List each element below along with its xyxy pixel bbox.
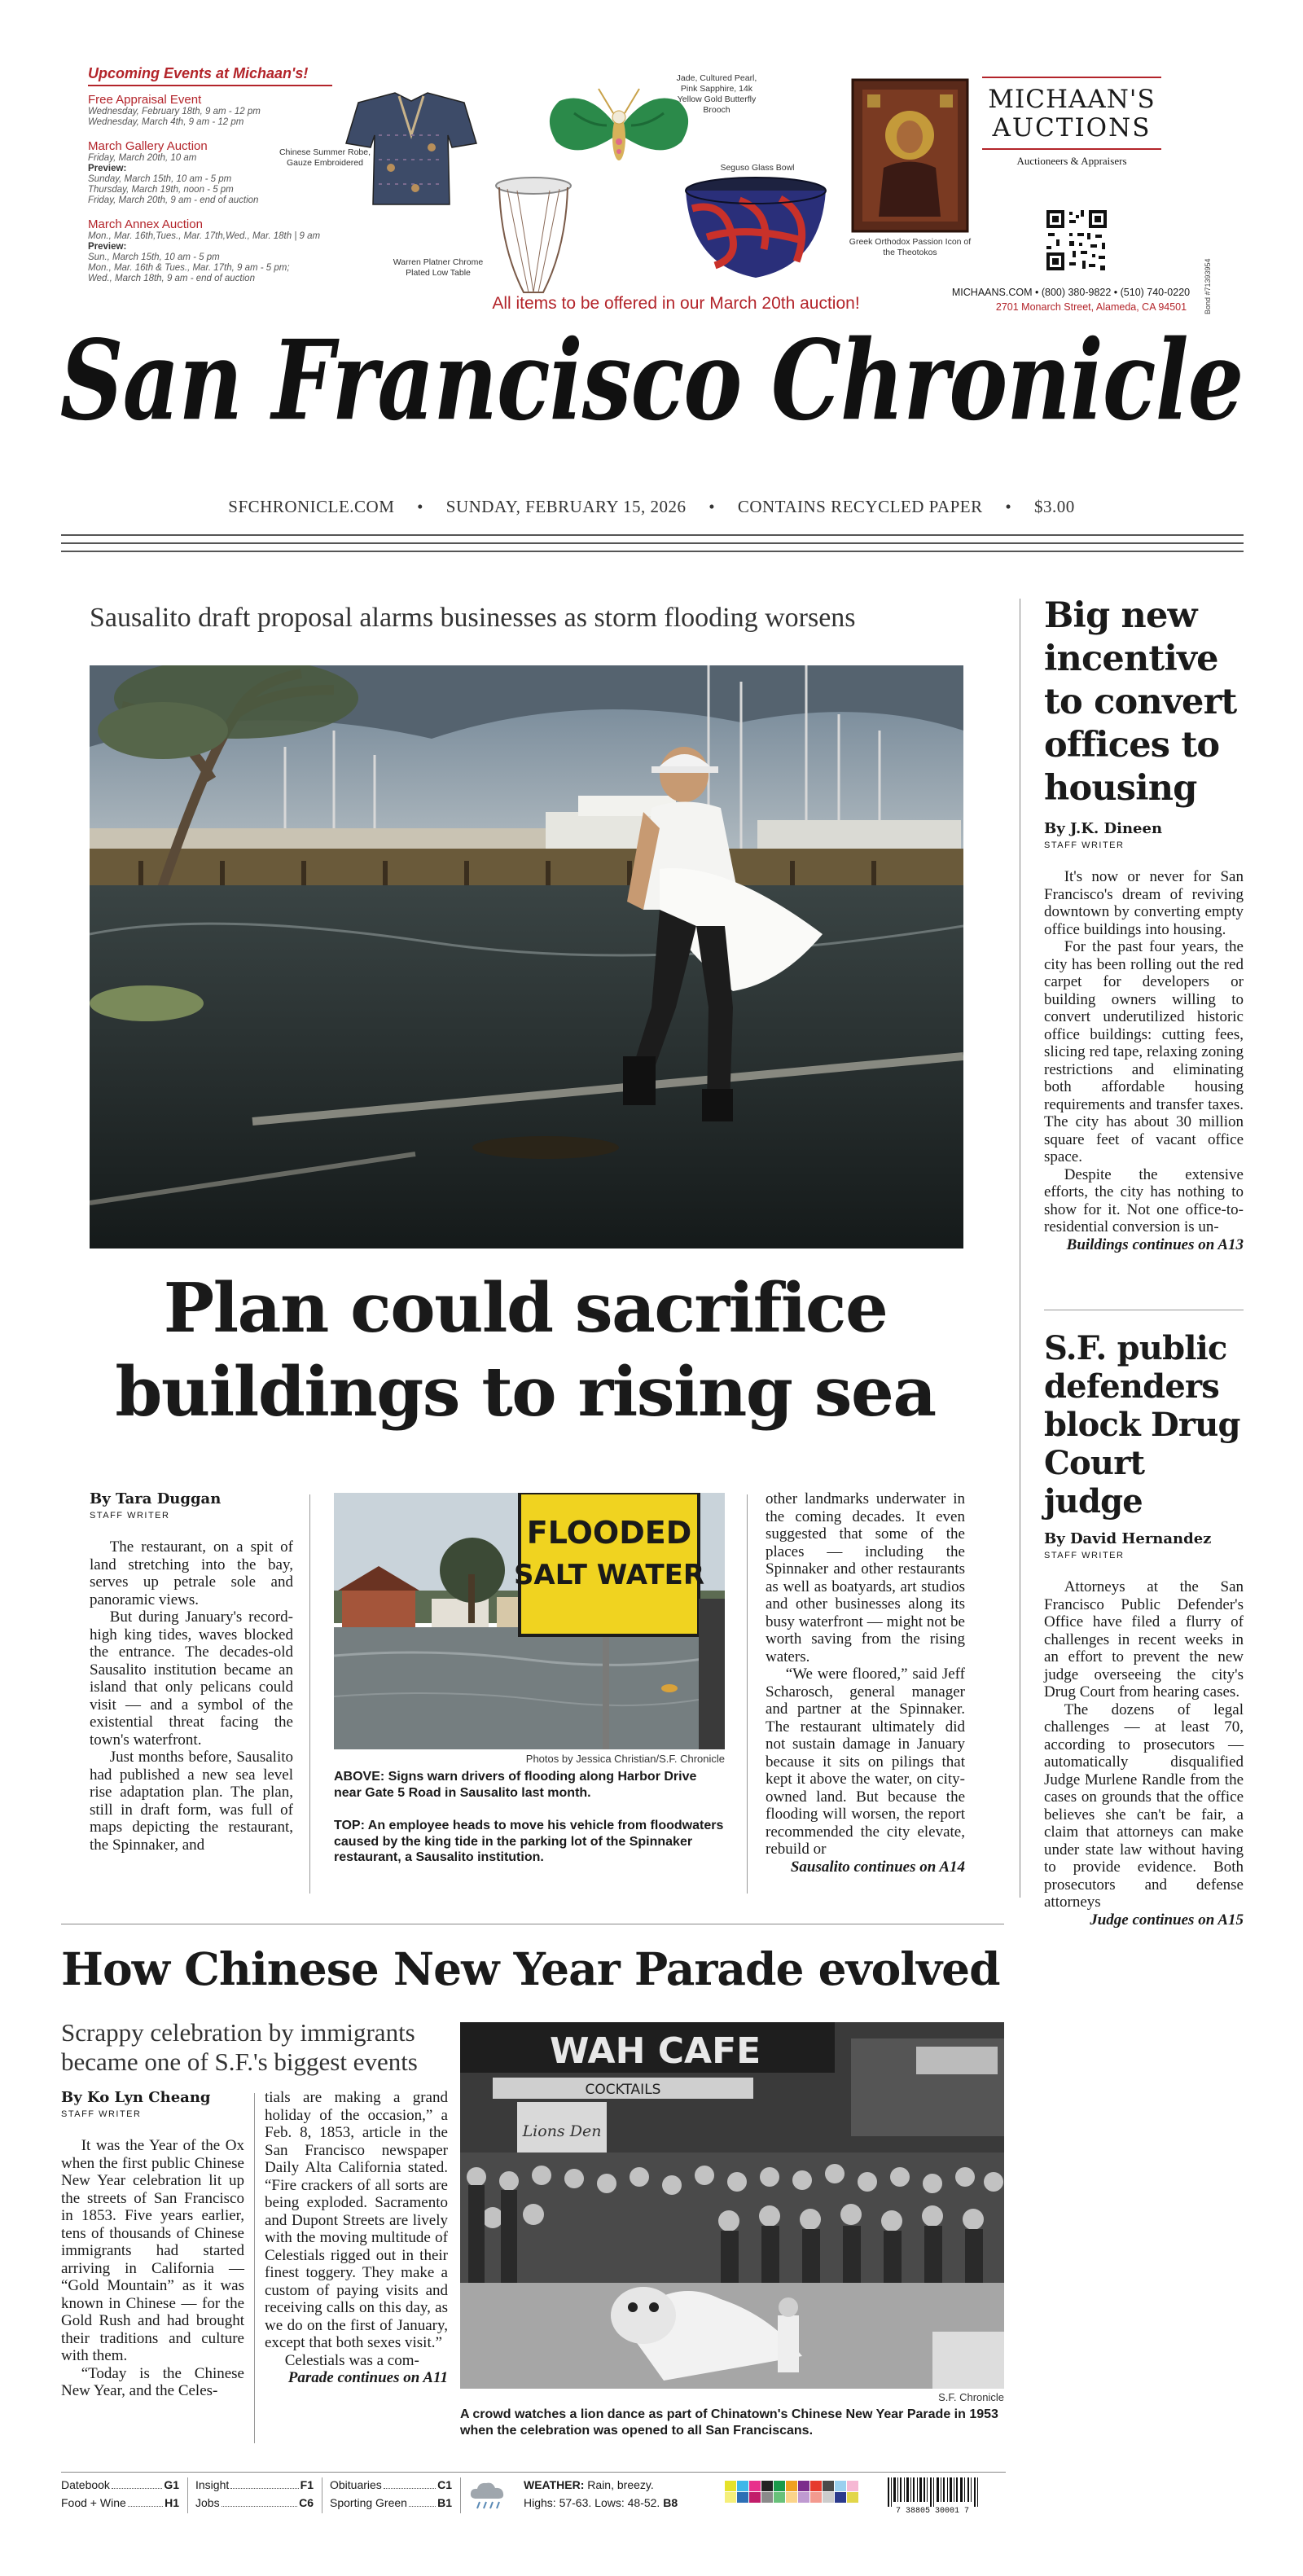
color-swatch	[737, 2481, 748, 2491]
parade-photo[interactable]	[460, 2022, 1004, 2389]
color-swatch	[774, 2492, 785, 2503]
rail-byline[interactable]: By David Hernandez	[1044, 1530, 1212, 1547]
flooded-sign-photo[interactable]	[334, 1493, 725, 1749]
brand-line2: AUCTIONS	[992, 113, 1152, 143]
parade-subhead: Scrappy celebration by immigrants became one of S.F.'s biggest events	[61, 2018, 418, 2076]
logo-top-rule	[982, 77, 1161, 78]
rail-headline[interactable]: Big new incentive to convert offices to housing	[1044, 595, 1237, 809]
michaans-logo[interactable]	[982, 77, 1161, 168]
photo-credit: Photos by Jessica Christian/S.F. Chronicle	[525, 1753, 725, 1765]
paragraph: Just months before, Sausalito had published a new sea level rise adaptation plan. The plan, still in draft form, was full of maps depicting the restaurant, the Spinnaker, and	[90, 1749, 293, 1854]
caption-above: ABOVE: Signs warn drivers of flooding along Harbor Drive near Gate 5 Road in Sausalito last month.	[334, 1770, 697, 1800]
paragraph: other landmarks underwater in the coming decades. It even suggested that some of the places — including the Spinnaker and other restaurants as well as boatyards, art studios and other businesses along its busy waterfront — might not be worth saving from the rising waters.	[766, 1490, 965, 1665]
parade-caption: A crowd watches a lion dance as part of Chinatown's Chinese New Year Parade in 1953 when the celebration was opened to all San Franciscans.	[460, 2407, 998, 2438]
lead-column-3	[766, 1490, 965, 1876]
parade-photo-credit: S.F. Chronicle	[938, 2391, 1004, 2403]
paragraph: For the past four years, the city has been rolling out the red carpet for developers or building owners willing to convert underutilized historic office buildings: cutting fees, slicing red tape, relaxing zoning restrictions and eliminating both affordable housing requirements and transfer taxes. The city has about 30 million square feet of vacant office space.	[1044, 938, 1244, 1165]
event-title: March Annex Auction	[88, 217, 203, 231]
color-swatch	[798, 2481, 809, 2491]
index-divider	[460, 2477, 461, 2513]
jump-link[interactable]: Parade continues on A11	[287, 2369, 448, 2386]
column-divider	[747, 1494, 748, 1894]
weather-label: WEATHER:	[524, 2478, 585, 2491]
index-entry[interactable]: Food + Wine H1	[61, 2494, 179, 2512]
caption-top: TOP: An employee heads to move his vehicle from floodwaters caused by the king tide in the parking lot of the Spinnaker restaurant, a Sausalito institution.	[334, 1819, 724, 1864]
masthead-rule-2	[61, 542, 1244, 544]
index-divider	[187, 2477, 188, 2513]
color-swatch	[749, 2492, 761, 2503]
edition-date: SUNDAY, FEBRUARY 15, 2026	[445, 497, 687, 516]
color-swatch	[749, 2481, 761, 2491]
rail-role: STAFF WRITER	[1044, 1551, 1125, 1560]
recycled-note: CONTAINS RECYCLED PAPER	[737, 497, 983, 516]
qr-code-icon[interactable]	[1045, 208, 1108, 272]
color-swatch	[823, 2481, 834, 2491]
ad-contact[interactable]: MICHAANS.COM • (800) 380-9822 • (510) 740-0220	[951, 287, 1191, 298]
color-registration-bar	[725, 2481, 863, 2508]
jump-link[interactable]: Buildings continues on A13	[1066, 1235, 1244, 1253]
color-swatch	[786, 2492, 797, 2503]
robe-image	[342, 86, 480, 208]
ad-event-3: March Annex Auction Mon., Mar. 16th,Tues., Mar. 17th,Wed., Mar. 18th | 9 am Preview: Sun., March 15th, 10 am - 5 pm Mon., Mar. 16th & Tues., Mar. 17th, 9 am - 5 pm; Wed., March 18th, 9 am - end of auction	[88, 217, 365, 284]
column-divider	[309, 1494, 310, 1894]
color-swatch	[847, 2492, 858, 2503]
logo-bottom-rule	[982, 148, 1161, 150]
weather-block[interactable]	[524, 2476, 735, 2512]
jump-link[interactable]: Judge continues on A15	[1090, 1911, 1244, 1929]
index-entry[interactable]: Datebook G1	[61, 2476, 179, 2494]
paragraph: Despite the extensive efforts, the city has nothing to show for it. Not one office-to-residential conversion is un-	[1044, 1165, 1244, 1235]
color-swatch	[823, 2492, 834, 2503]
color-swatch	[761, 2492, 773, 2503]
color-swatch	[835, 2492, 846, 2503]
index-entry[interactable]: Sporting Green B1	[330, 2494, 452, 2512]
flooded-sign-image	[334, 1493, 725, 1749]
lead-photo[interactable]	[90, 665, 963, 1249]
brand-tagline: Auctioneers & Appraisers	[1016, 155, 1127, 167]
ad-event-2: March Gallery Auction Friday, March 20th, 10 am Preview: Sunday, March 15th, 10 am - 5 pm Thursday, March 19th, noon - 5 pm Friday, March 20th, 9 am - end of auction	[88, 139, 365, 206]
cocktails-sign-text: COCKTAILS	[585, 2082, 661, 2098]
event-title: March Gallery Auction	[88, 139, 208, 153]
index-strip	[61, 2476, 1006, 2525]
ad-heading: Upcoming Events at Michaan's!	[88, 65, 309, 81]
index-entry[interactable]: Insight F1	[195, 2476, 314, 2494]
jump-link[interactable]: Sausalito continues on A14	[790, 1858, 965, 1876]
paragraph: Attorneys at the San Francisco Public Defender's Office have filed a flurry of challenges in recent weeks in an effort to prevent the new judge overseeing the city's Drug Court from hearing cases.	[1044, 1578, 1244, 1701]
paragraph: tials are making a grand holiday of the occasion,” a Feb. 8, 1853, article in the San Francisco newspaper Daily Alta California stated. “Fire crackers of all sorts are being exploded. Sacramento and Dupont Streets are lively with the moving multitude of Celestials rigged out in their finest toggery. They make a custom of paying visits and receiving calls on this day, as we do on the first of January, except that both sexes visit.”	[265, 2089, 448, 2351]
index-col-2	[195, 2476, 314, 2512]
color-swatch	[774, 2481, 785, 2491]
index-col-1	[61, 2476, 179, 2512]
ad-banner[interactable]	[81, 62, 1238, 331]
paragraph: It's now or never for San Francisco's dream of reviving downtown by converting empty office buildings into housing.	[1044, 868, 1244, 938]
bowl-caption: Seguso Glass Bowl	[720, 163, 795, 173]
parade-role: STAFF WRITER	[61, 2109, 142, 2119]
headline-line: buildings to rising sea	[115, 1352, 936, 1432]
parade-byline[interactable]: By Ko Lyn Cheang	[61, 2089, 211, 2106]
paragraph: The dozens of legal challenges — at least 70, according to prosecutors — automatically disqualified Judge Murlene Randle from the cases on grounds that the office believes she can't be fair, a claim that attorneys can make under state law without having to provide evidence. Both prosecutors and defense attorneys	[1044, 1701, 1244, 1911]
headline-line: Plan could sacrifice	[163, 1268, 888, 1348]
index-entry[interactable]: Obituaries C1	[330, 2476, 452, 2494]
sign-text-2: SALT WATER	[513, 1559, 705, 1591]
lead-kicker[interactable]: Sausalito draft proposal alarms businesses as storm flooding worsens	[90, 603, 856, 633]
sign-text-1: FLOODED	[526, 1515, 692, 1551]
folio-line	[0, 497, 1303, 517]
weather-temps: Highs: 57-63. Lows: 48-52.	[524, 2496, 660, 2509]
lions-den-sign-text: Lions Den	[522, 2122, 602, 2140]
event-title: Free Appraisal Event	[88, 93, 202, 107]
index-rule-top	[61, 2472, 1006, 2473]
masthead-rule-1	[61, 534, 1244, 536]
barcode-digits: 7 38805 30001 7	[895, 2507, 970, 2513]
brooch-caption: Jade, Cultured Pearl, Pink Sapphire, 14k Yellow Gold Butterfly Brooch	[676, 73, 757, 115]
paragraph: It was the Year of the Ox when the first public Chinese New Year celebration lit up the streets of San Francisco in 1853. Five years earlier, tens of thousands of Chinese immigrants had started arriving in California — “Gold Mountain” as it was known in Chinese — for the Gold Rush and had brought their traditions and culture with them.	[61, 2137, 244, 2364]
price: $3.00	[1033, 497, 1075, 516]
paragraph: “We were floored,” said Jeff Scharosch, general manager and partner at the Spinnaker. The restaurant ultimately did not sustain damage in January because it sits on pilings that kept it above the water, on city-owned land. But because the flooding will worsen, the report recommended the city elevate, rebuild or	[766, 1665, 965, 1858]
barcode-image	[880, 2477, 1002, 2513]
masthead-rule-3	[61, 551, 1244, 552]
ad-event-1: Free Appraisal Event Wednesday, February 18th, 9 am - 12 pm Wednesday, March 4th, 9 am - 12 pm	[88, 93, 365, 128]
lead-column-1	[90, 1490, 293, 1854]
color-swatch	[835, 2481, 846, 2491]
table-image	[493, 174, 574, 296]
bullet: •	[417, 497, 424, 516]
color-swatch	[761, 2481, 773, 2491]
index-col-3	[330, 2476, 452, 2512]
cafe-sign-text: WAH CAFE	[550, 2030, 761, 2072]
bowl-image	[682, 176, 829, 282]
color-swatch	[737, 2492, 748, 2503]
lead-byline[interactable]: By Tara Duggan	[90, 1490, 222, 1507]
color-swatch	[798, 2492, 809, 2503]
ad-heading-underline	[88, 85, 332, 86]
weather-page: B8	[663, 2496, 678, 2509]
parade-column-1	[61, 2089, 244, 2400]
color-swatch	[786, 2481, 797, 2491]
rail-story-drug-court	[1044, 1329, 1244, 1929]
newspaper-nameplate[interactable]: San Francisco Chronicle	[59, 317, 1244, 445]
robe-caption: Chinese Summer Robe, Gauze Embroidered	[279, 147, 371, 168]
color-swatch	[810, 2481, 822, 2491]
parade-headline[interactable]: How Chinese New Year Parade evolved	[61, 1942, 1000, 1995]
paragraph: But during January's record-high king tides, waves blocked the entrance. The decades-old Sausalito institution became an island that only pelicans could visit — and a symbol of the existential threat facing the town's waterfront.	[90, 1608, 293, 1749]
ad-footer-line: All items to be offered in our March 20th auction!	[492, 294, 860, 313]
column-divider	[254, 2093, 255, 2443]
ad-address: 2701 Monarch Street, Alameda, CA 94501	[995, 301, 1187, 313]
color-swatch	[725, 2481, 736, 2491]
color-swatch	[810, 2492, 822, 2503]
ad-license: Bond #71393954	[1204, 258, 1212, 314]
color-swatch	[847, 2481, 858, 2491]
index-entry[interactable]: Jobs C6	[195, 2494, 314, 2512]
paragraph: The restaurant, on a spit of land stretching into the bay, serves up petrale sole and panoramic views.	[90, 1538, 293, 1608]
rail-byline[interactable]: By J.K. Dineen	[1044, 820, 1163, 837]
lead-headline[interactable]	[65, 1266, 985, 1434]
lead-role: STAFF WRITER	[90, 1511, 170, 1521]
bullet: •	[1005, 497, 1012, 516]
icon-painting-image	[851, 78, 969, 233]
rain-cloud-icon	[468, 2479, 509, 2512]
brand-line1: MICHAAN'S	[988, 85, 1156, 114]
rail-role: STAFF WRITER	[1044, 840, 1125, 850]
color-swatch	[725, 2492, 736, 2503]
icon-caption: Greek Orthodox Passion Icon of the Theotokos	[849, 237, 972, 257]
weather-summary: Rain, breezy.	[587, 2478, 654, 2491]
lion-dance-image	[460, 2022, 1004, 2389]
rail-story-offices	[1044, 595, 1244, 1254]
table-caption: Warren Platner Chrome Plated Low Table	[393, 257, 484, 278]
parade-column-2	[265, 2089, 448, 2387]
flooded-parking-lot-image	[90, 665, 963, 1249]
paragraph: “Today is the Chinese New Year, and the Celes-	[61, 2364, 244, 2399]
site-url[interactable]: SFCHRONICLE.COM	[228, 497, 395, 516]
bullet: •	[709, 497, 716, 516]
rail-headline[interactable]: S.F. public defenders block Drug Court judge	[1044, 1329, 1240, 1521]
paragraph: Celestials was a com-	[284, 2351, 419, 2369]
